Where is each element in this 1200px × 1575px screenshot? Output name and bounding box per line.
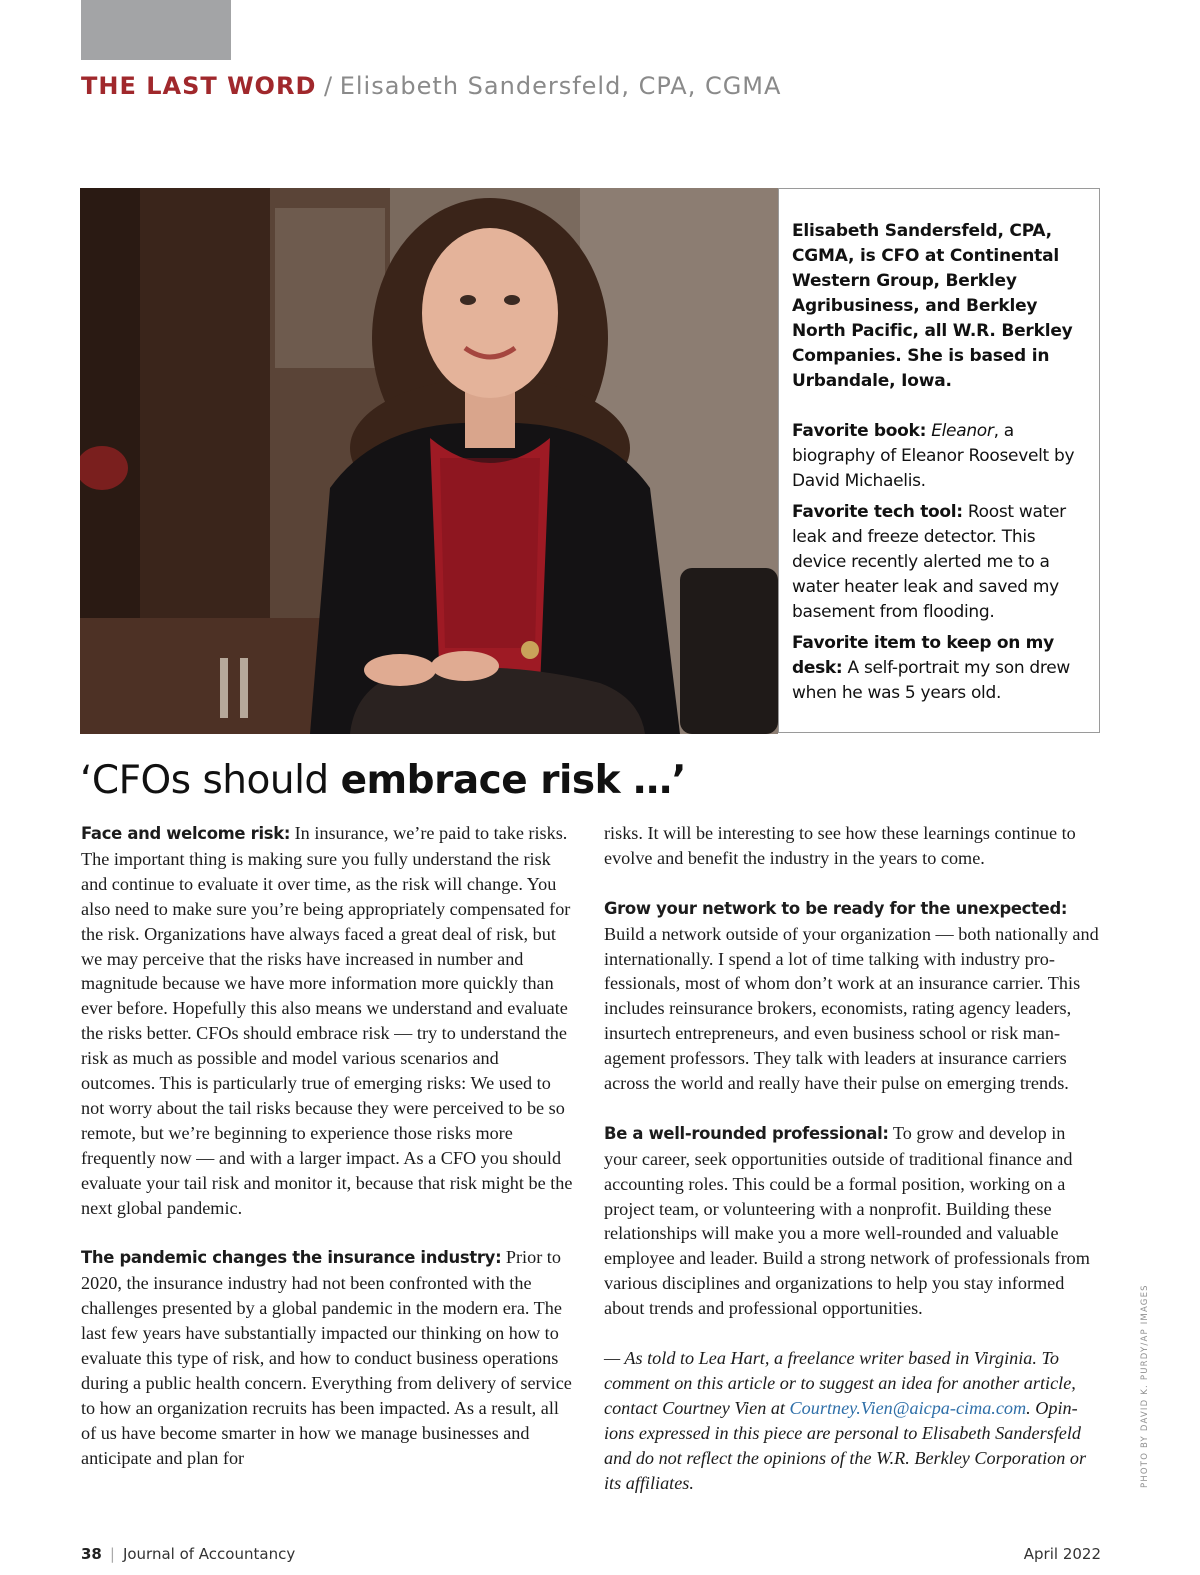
favorite-book-title: Eleanor xyxy=(931,421,994,441)
hand-right xyxy=(431,651,499,681)
contact-email-link[interactable]: Courtney.Vien@aicpa-cima.com xyxy=(789,1397,1027,1418)
section-tab xyxy=(81,0,231,60)
paragraph-lead: Face and welcome risk: xyxy=(81,824,291,843)
footer-separator: | xyxy=(109,1545,115,1563)
journal-name: Journal of Accountancy xyxy=(122,1545,296,1563)
favorite-desk-item-text: A self-portrait my son drew when he was 5 years old. xyxy=(792,658,1070,703)
headline-bold: embrace risk …’ xyxy=(340,758,686,803)
favorite-book-text: , a biography of Eleanor Roosevelt by David Michaelis. xyxy=(792,421,1075,491)
photo-credit: PHOTO BY DAVID K. PURDY/AP IMAGES xyxy=(1140,1284,1150,1488)
section-kicker: THE LAST WORD xyxy=(81,72,317,100)
bio-intro: Elisabeth Sandersfeld, CPA, CGMA, is CFO at Continental Western Group, Berkley Agribusiness, and Berkley North Pacific, all W.R. Berkley Companies. She is based in Urbandale, Iowa. xyxy=(792,221,1073,391)
article-headline xyxy=(80,755,1100,807)
favorite-desk-item-label: Favorite item to keep on my desk: xyxy=(792,633,1054,678)
favorite-tech-tool-text: Roost water leak and freeze detector. This device recently alerted me to a water heater leak and saved my basement from flooding. xyxy=(792,502,1066,622)
paragraph-well-rounded xyxy=(604,1121,1100,1321)
paragraph-text: Build a network outside of your organization — both nationally and internationally. I spend a lot of time talking with industry professionals, most of whom don’t work at an insurance carrier. This includes reinsurance brokers, economists, rating agency leaders, insurtech entrepreneurs, and even business school or risk management professors. They talk with leaders at insurance carriers across the world and really have their pulse on emerging trends. xyxy=(604,923,1099,1094)
paragraph-text: To grow and develop in your career, seek opportunities outside of traditional finance and accounting roles. This could be a formal position, working on a project team, or volunteering with a nonprofit. Building these relationships will make you a more well-rounded and valuable employee and leader. Build a strong network of professionals from various disciplines and organizations to help you stay informed about trends and professional opportunities. xyxy=(604,1122,1090,1319)
headline-plain: ‘CFOs should xyxy=(80,758,341,803)
section-header xyxy=(81,70,981,102)
face xyxy=(422,228,558,398)
favorite-book xyxy=(792,419,1087,494)
favorite-book-label: Favorite book: xyxy=(792,421,927,441)
paragraph-face-risk xyxy=(81,821,575,1221)
credit-text: — As told to Lea Hart, a freelance writer based in Virginia. To comment on this article or to suggest an idea for another article, contact Courtney Vien at xyxy=(604,1347,1076,1418)
hand-left xyxy=(364,654,436,686)
page-footer xyxy=(81,1545,1101,1567)
article-column-right xyxy=(604,821,1100,1495)
article-column-left xyxy=(81,821,575,1495)
paragraph-pandemic xyxy=(81,1245,575,1470)
section-author: Elisabeth Sandersfeld, CPA, CGMA xyxy=(339,72,782,100)
favorite-desk-item xyxy=(792,631,1087,706)
portrait-photo xyxy=(80,188,778,734)
credit-text-end: . Opinions expressed in this piece are personal to Elisabeth Sandersfeld and do not reflect the opinions of the W.R. Berkley Corporation or its affiliates. xyxy=(604,1397,1087,1493)
paragraph-lead: Be a well-rounded professional: xyxy=(604,1123,889,1143)
article-credit xyxy=(604,1346,1100,1495)
wristwatch xyxy=(521,641,539,659)
paragraph-lead: The pandemic changes the insurance industry: xyxy=(81,1248,502,1268)
paragraph-pandemic-continued: risks. It will be interesting to see how these learnings continue to evolve and benefit the industry in the years to come. xyxy=(604,823,1076,868)
issue-date: April 2022 xyxy=(1023,1545,1101,1563)
paragraph-text: In insurance, we’re paid to take risks. The important thing is making sure you fully understand the risk and continue to evaluate it over time, as the risk will change. You also need to make sure you’re being appropriately compensated for the risk. Organizations have always faced a great deal of risk, but we may perceive that the risks have increased in number and magnitude because we have more information more quickly than ever before. Hopefully this also means we understand and evaluate the risks better. CFOs should embrace risk — try to understand the risk as much as possible and model various scenarios and outcomes. This is particularly true of emerging risks: We used to not worry about the tail risks because they were perceived to be so remote, but we’re beginning to experience those risks more frequently now — and with a larger impact. As a CFO you should evaluate your tail risk and monitor it, because that risk might be the next global pandemic. xyxy=(81,823,573,1218)
favorite-tech-tool-label: Favorite tech tool: xyxy=(792,502,963,522)
bio-sidebar xyxy=(778,188,1100,733)
favorite-tech-tool xyxy=(792,500,1087,625)
chair-right xyxy=(680,568,778,734)
page-number: 38 xyxy=(81,1545,102,1563)
paragraph-network xyxy=(604,896,1100,1096)
portrait-illustration xyxy=(80,188,778,734)
paragraph-text: Prior to 2020, the insurance industry had not been confronted with the challenges presented by a global pandemic in the modern era. The last few years have substantially impacted our thinking on how to evaluate this type of risk, and how to conduct business operations during a public health concern. Everything from delivery of service to how an organization recruits has been impacted. As a result, all of us have become smarter in how we manage businesses and anticipate and plan for xyxy=(81,1247,572,1468)
section-separator: / xyxy=(316,72,340,100)
paragraph-lead: Grow your network to be ready for the unexpected: xyxy=(604,898,1068,918)
